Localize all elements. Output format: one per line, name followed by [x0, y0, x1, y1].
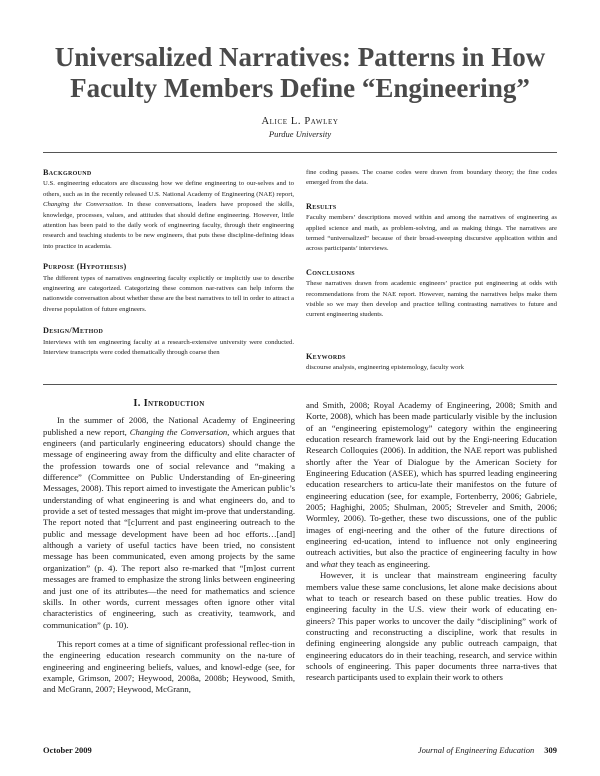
design-text: Interviews with ten engineering faculty at a research-extensive university were conducted. Interview transcripts were coded thematically through coarse then — [43, 338, 294, 357]
results-heading: Results — [306, 201, 337, 211]
top-rule — [43, 152, 557, 153]
conclusions-text: These narratives drawn from academic engineers’ practice put engineering at odds with recommendations from the NAE report. However, naming the narratives helps make them visible so we may then develop and practice telling contrasting narratives to future and current engineering students. — [306, 280, 557, 319]
body-left-column — [43, 398, 295, 696]
title-line-2: Faculty Members Define “Engineering” — [70, 73, 530, 103]
abstract-bottom-rule — [43, 384, 557, 385]
page-number: 309 — [544, 745, 557, 755]
author-affiliation: Purdue University — [268, 129, 332, 139]
abstract-right-column — [306, 168, 557, 321]
keywords-heading: Keywords — [306, 352, 346, 361]
intro-paragraph-2: This report comes at a time of significant professional reflec-tion in the engineering education research community on the na-ture of engineering and engineering beliefs, values, and knowl-edge (see, for example, Grimson, 2007; Heywood, 2008a, 2008b; Heywood, Smith, and McGrann, 2007; Heywood, McGrann, — [43, 638, 295, 695]
background-text: U.S. engineering educators are discussing how we define engineering to our-selves and to others, such as in the recently released U.S. National Academy of Engineering (NAE) report, Changing the Conversation. In these conversations, leaders have proposed the skills, knowledge, processes, values, and attitudes that should define engineering. However, little attention has been paid to the daily work of engineering faculty, through their engineering research and teaching students to be new engineers, that puts these discipline-defining ideas into practice in academia. — [43, 180, 294, 250]
footer-date: October 2009 — [43, 745, 92, 755]
article-title — [20, 42, 580, 104]
keywords-section — [306, 352, 557, 374]
results-text: Faculty members’ descriptions moved within and among the narratives of engineering as applied science and math, as problem-solving, and as making things. The narratives are termed “universalized” because of their broad-sweeping discursive application within and across participants’ interviews. — [306, 214, 557, 253]
conclusions-section — [306, 268, 557, 321]
intro-paragraph-4: However, it is unclear that mainstream engineering faculty members value these same conclusions, let alone make decisions about what to teach or research based on these public treaties. How do engineering faculty in the U.S. view their work of educating en-gineers? This paper works to uncover the daily “disciplining” work of constructing and reconstructing a discipline, work that results in defining engineering alongside any public outreach campaign, that engineering educators do in their teaching, research, and service within schools of engineering. This paper documents three narra-tives that research participants used to explain their work to others — [306, 570, 557, 683]
title-line-1: Universalized Narratives: Patterns in How — [54, 42, 546, 72]
purpose-text: The different types of narratives engineering faculty explicitly or implicitly use to describe engineering are categorized. Categorizing these common nar-ratives can help inform the nationwide conversation about whether these are the best narratives to tell in order to attract a diverse population of future engineers. — [43, 274, 294, 313]
intro-paragraph-1: In the summer of 2008, the National Academy of Engineering published a new report, Changing the Conversation, which argues that engineers (and particularly engineering educators) should change the message of engineering away from the difficulty and elite character of the profession towards one of social relevance and “making a difference” (Committee on Public Understanding of En-gineering Messages, 2008). This report aimed to investigate the American public’s understanding of what engineering is and what engineers do, and to provide a set of tested messages that might im-prove that understanding. The report noted that “[c]urrent and past engineering outreach to the public and message development have been ad hoc efforts…[and] although a variety of useful tactics have been tried, no consistent message has been communicated, even among projects by the same organization” (p. 4). The report also re-marked that “[m]ost current messages are framed to emphasize the strong links between engineering and just one of its attributes—the need for mathematics and science skills. In other words, current messages often ignore other vital characteristics of engineering, such as creativity, teamwork, and communication” (p. 10). — [43, 415, 295, 630]
author-name: Alice L. Pawley — [261, 116, 339, 127]
body-right-column — [306, 400, 557, 684]
background-section — [43, 168, 294, 252]
design-text-continued: fine coding passes. The coarse codes were drawn from boundary theory; the fine codes emerged from the data. — [306, 169, 557, 187]
design-section — [43, 326, 294, 358]
purpose-heading: Purpose (Hypothesis) — [43, 262, 127, 272]
conclusions-heading: Conclusions — [306, 267, 355, 277]
footer-journal — [418, 745, 557, 755]
design-heading: Design/Method — [43, 326, 104, 336]
journal-name: Journal of Engineering Education — [417, 745, 535, 755]
background-heading: Background — [43, 168, 92, 177]
introduction-heading: I. Introduction — [133, 398, 205, 409]
purpose-section — [43, 262, 294, 315]
intro-paragraph-3: and Smith, 2008; Royal Academy of Engineering, 2008; Smith and Korte, 2008), which has been made particularly visible by the inclusion of an “engineering epistemology” category within the engineering education research framework laid out by the Engi-neering Education Research Colloquies (2006). In addition, the NAE report was published shortly after the Year of Dialogue by the American Society for Engineering Education (ASEE), which has spurred leading engineering education researchers to articu-late their manifestos on the future of engineering education (see, for example, Fortenberry, 2006; Gabriele, 2005; Haghighi, 2005; Shulman, 2005; Streveler and Smith, 2006; Wormley, 2006). To-gether, these two discussions, one of the public images of engi-neering and the other of the future directions of engineering ed-ucation, intend to influence not only engineering outreach activities, but also the practice of engineering faculty in how and what they teach as engineering. — [306, 400, 557, 569]
keywords-text: discourse analysis, engineering epistemology, faculty work — [306, 364, 464, 372]
abstract-left-column — [43, 168, 294, 359]
results-section — [306, 202, 557, 255]
